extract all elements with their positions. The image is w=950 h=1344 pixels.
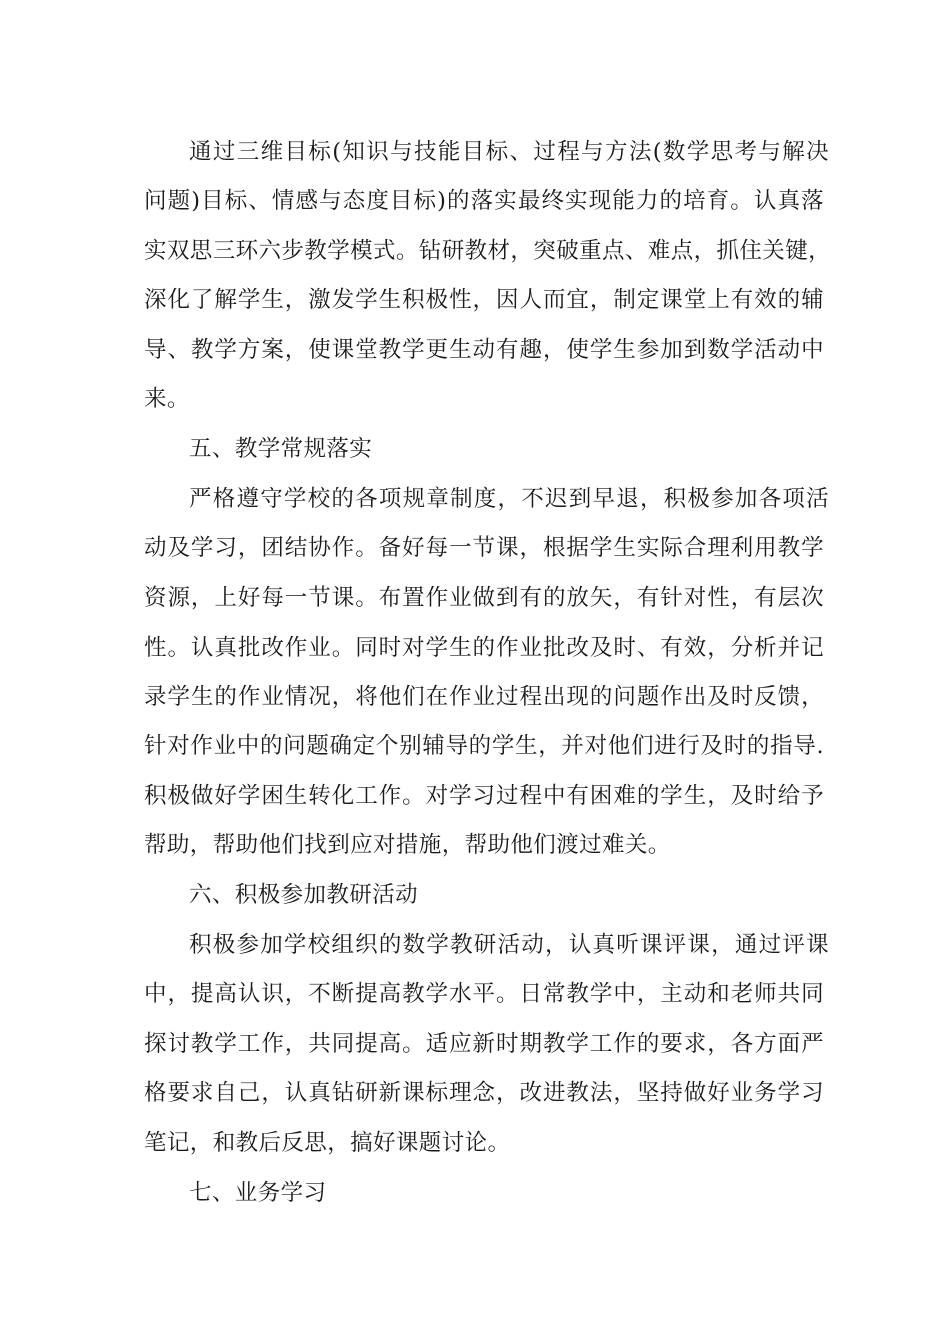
paragraph-line: 严格遵守学校的各项规章制度，不迟到早退，积极参加各项活: [189, 486, 829, 512]
paragraph-line: 探讨教学工作，共同提高。适应新时期教学工作的要求，各方面严: [144, 1031, 824, 1057]
paragraph-line: 深化了解学生，激发学生积极性，因人而宜，制定课堂上有效的辅: [144, 287, 824, 313]
paragraph-line: 性。认真批改作业。同时对学生的作业批改及时、有效，分析并记: [144, 635, 824, 661]
section-heading: 五、教学常规落实: [189, 436, 373, 462]
paragraph-line: 笔记，和教后反思，搞好课题讨论。: [144, 1130, 511, 1156]
paragraph-line: 录学生的作业情况，将他们在作业过程出现的问题作出及时反馈，: [144, 684, 824, 710]
section-heading: 六、积极参加教研活动: [189, 882, 419, 908]
paragraph-line: 实双思三环六步教学模式。钻研教材，突破重点、难点，抓住关键，: [144, 238, 832, 264]
paragraph-line: 问题)目标、情感与态度目标)的落实最终实现能力的培育。认真落: [144, 188, 824, 214]
paragraph-line: 格要求自己，认真钻研新课标理念，改进教法，坚持做好业务学习: [144, 1080, 824, 1106]
paragraph-line: 积极参加学校组织的数学教研活动，认真听课评课，通过评课: [189, 932, 829, 958]
paragraph-line: 积极做好学困生转化工作。对学习过程中有困难的学生，及时给予: [144, 783, 824, 809]
paragraph-line: 中，提高认识，不断提高教学水平。日常教学中，主动和老师共同: [144, 981, 824, 1007]
paragraph-line: 导、教学方案，使课堂教学更生动有趣，使学生参加到数学活动中: [144, 337, 824, 363]
paragraph-line: 来。: [144, 386, 190, 412]
paragraph-line: 针对作业中的问题确定个别辅导的学生，并对他们进行及时的指导.: [144, 733, 824, 759]
paragraph-line: 帮助，帮助他们找到应对措施，帮助他们渡过难关。: [144, 832, 671, 858]
paragraph-line: 通过三维目标(知识与技能目标、过程与方法(数学思考与解决: [189, 139, 829, 165]
paragraph-line: 资源，上好每一节课。布置作业做到有的放矢，有针对性，有层次: [144, 585, 824, 611]
section-heading: 七、业务学习: [189, 1180, 327, 1206]
paragraph-line: 动及学习，团结协作。备好每一节课，根据学生实际合理利用教学: [144, 535, 824, 561]
